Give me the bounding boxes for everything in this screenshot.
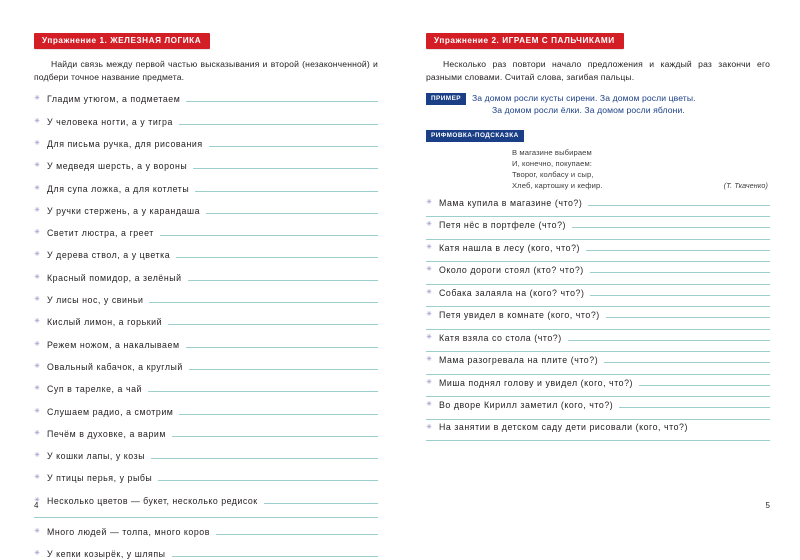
task-text: Петя нёс в портфеле (что?) bbox=[439, 220, 567, 231]
answer-blank[interactable] bbox=[586, 242, 770, 251]
task-text: У кошки лапы, у козы bbox=[47, 451, 146, 462]
answer-blank[interactable] bbox=[209, 138, 378, 147]
task-text: У лисы нос, у свиньи bbox=[47, 295, 144, 306]
asterisk-bullet-icon: ✳ bbox=[34, 452, 40, 460]
answer-continuation-line[interactable] bbox=[426, 440, 770, 441]
task-text: Катя нашла в лесу (кого, что?) bbox=[439, 242, 581, 253]
task-text: Мама разогревала на плите (что?) bbox=[439, 355, 599, 366]
task-text: У птицы перья, у рыбы bbox=[47, 473, 153, 484]
exercise-2-instructions: Несколько раз повтори начало предложения и каждый раз закончи его разными словами. Считай слова, загибая пальцы. bbox=[426, 59, 770, 82]
task-item[interactable] bbox=[34, 183, 378, 195]
right-page bbox=[400, 0, 800, 526]
task-item[interactable] bbox=[34, 116, 378, 128]
asterisk-bullet-icon: ✳ bbox=[34, 296, 40, 304]
task-item[interactable] bbox=[34, 316, 378, 328]
task-item[interactable] bbox=[34, 383, 378, 395]
answer-blank[interactable] bbox=[168, 316, 378, 325]
task-item[interactable] bbox=[34, 472, 378, 484]
task-item[interactable] bbox=[34, 406, 378, 418]
asterisk-bullet-icon: ✳ bbox=[426, 288, 432, 296]
asterisk-bullet-icon: ✳ bbox=[34, 273, 40, 281]
example-block bbox=[426, 92, 770, 117]
answer-blank[interactable] bbox=[606, 309, 770, 318]
answer-continuation-line[interactable] bbox=[426, 396, 770, 397]
asterisk-bullet-icon: ✳ bbox=[426, 401, 432, 409]
asterisk-bullet-icon: ✳ bbox=[426, 356, 432, 364]
task-item[interactable] bbox=[426, 309, 770, 321]
asterisk-bullet-icon: ✳ bbox=[34, 474, 40, 482]
task-text: У человека ногти, а у тигра bbox=[47, 116, 173, 127]
task-text: Около дороги стоял (кто? что?) bbox=[439, 265, 584, 276]
rhyme-tag-wrapper bbox=[426, 124, 770, 142]
task-text: Суп в тарелке, а чай bbox=[47, 384, 142, 395]
asterisk-bullet-icon: ✳ bbox=[426, 266, 432, 274]
answer-blank[interactable] bbox=[568, 332, 770, 341]
rhyme-line: В магазине выбираем bbox=[512, 147, 592, 157]
task-item[interactable] bbox=[426, 219, 770, 231]
example-text bbox=[472, 92, 770, 117]
example-line-2: За домом росли ёлки. За домом росли яблони. bbox=[492, 105, 685, 116]
asterisk-bullet-icon: ✳ bbox=[34, 95, 40, 103]
task-text: Во дворе Кирилл заметил (кого, что?) bbox=[439, 400, 614, 411]
task-text: Катя взяла со стола (что?) bbox=[439, 332, 562, 343]
asterisk-bullet-icon: ✳ bbox=[426, 423, 432, 431]
answer-continuation-line[interactable] bbox=[426, 216, 770, 217]
question-item bbox=[426, 197, 770, 218]
answer-blank[interactable] bbox=[588, 197, 770, 206]
exercise-1-task-list bbox=[34, 93, 378, 560]
answer-blank[interactable] bbox=[158, 472, 378, 481]
task-text: Овальный кабачок, а круглый bbox=[47, 361, 183, 372]
task-item[interactable] bbox=[34, 205, 378, 217]
task-item[interactable] bbox=[426, 287, 770, 299]
asterisk-bullet-icon: ✳ bbox=[426, 333, 432, 341]
task-item[interactable] bbox=[34, 495, 378, 507]
asterisk-bullet-icon: ✳ bbox=[34, 362, 40, 370]
task-item[interactable] bbox=[34, 294, 378, 306]
answer-continuation-line[interactable] bbox=[426, 261, 770, 262]
asterisk-bullet-icon: ✳ bbox=[426, 198, 432, 206]
rhyme-line: И, конечно, покупаем: bbox=[512, 159, 593, 168]
task-item[interactable] bbox=[34, 428, 378, 440]
asterisk-bullet-icon: ✳ bbox=[34, 162, 40, 170]
rhyme-author: (Т. Ткаченко) bbox=[723, 181, 768, 191]
asterisk-bullet-icon: ✳ bbox=[34, 407, 40, 415]
task-text: Печём в духовке, а варим bbox=[47, 428, 166, 439]
page-number-left: 4 bbox=[34, 501, 39, 510]
exercise-1-banner: Упражнение 1. ЖЕЛЕЗНАЯ ЛОГИКА bbox=[34, 33, 210, 49]
task-item[interactable] bbox=[426, 332, 770, 344]
task-text: У медведя шерсть, а у вороны bbox=[47, 161, 188, 172]
task-item[interactable] bbox=[34, 548, 378, 560]
task-text: Много людей — толпа, много коров bbox=[47, 527, 210, 538]
task-item[interactable] bbox=[34, 339, 378, 351]
answer-blank[interactable] bbox=[619, 399, 770, 408]
task-item[interactable] bbox=[426, 399, 770, 411]
asterisk-bullet-icon: ✳ bbox=[34, 496, 40, 504]
answer-blank[interactable] bbox=[188, 272, 378, 281]
answer-continuation-line[interactable] bbox=[426, 419, 770, 420]
asterisk-bullet-icon: ✳ bbox=[426, 221, 432, 229]
answer-blank[interactable] bbox=[160, 227, 378, 236]
question-item bbox=[426, 264, 770, 285]
asterisk-bullet-icon: ✳ bbox=[426, 378, 432, 386]
task-text: Режем ножом, а накалываем bbox=[47, 339, 180, 350]
task-text: У ручки стержень, а у карандаша bbox=[47, 205, 201, 216]
question-item bbox=[426, 219, 770, 240]
page-number-right: 5 bbox=[765, 501, 770, 510]
rhyme-line: Творог, колбасу и сыр, bbox=[512, 170, 594, 180]
task-text: Мама купила в магазине (что?) bbox=[439, 197, 583, 208]
answer-blank[interactable] bbox=[151, 450, 378, 459]
task-item[interactable] bbox=[34, 249, 378, 261]
answer-blank[interactable] bbox=[179, 116, 378, 125]
task-text: На занятии в детском саду дети рисовали (кого, что?) bbox=[439, 421, 688, 432]
answer-blank[interactable] bbox=[172, 548, 378, 557]
asterisk-bullet-icon: ✳ bbox=[34, 385, 40, 393]
answer-continuation-line[interactable] bbox=[426, 306, 770, 307]
answer-continuation-line[interactable] bbox=[426, 374, 770, 375]
asterisk-bullet-icon: ✳ bbox=[34, 117, 40, 125]
task-text: Для супа ложка, а для котлеты bbox=[47, 183, 190, 194]
question-item bbox=[426, 399, 770, 420]
answer-blank[interactable] bbox=[179, 406, 378, 415]
answer-blank[interactable] bbox=[193, 160, 378, 169]
answer-blank[interactable] bbox=[186, 339, 378, 348]
answer-blank[interactable] bbox=[264, 495, 378, 504]
answer-blank[interactable] bbox=[189, 361, 378, 370]
question-item bbox=[426, 287, 770, 308]
answer-blank[interactable] bbox=[149, 294, 378, 303]
task-item[interactable] bbox=[34, 138, 378, 150]
task-item[interactable] bbox=[426, 197, 770, 209]
task-text: Петя увидел в комнате (кого, что?) bbox=[439, 310, 600, 321]
task-text: Гладим утюгом, а подметаем bbox=[47, 94, 181, 105]
exercise-2-task-list bbox=[426, 197, 770, 442]
task-item[interactable] bbox=[426, 422, 770, 433]
asterisk-bullet-icon: ✳ bbox=[34, 318, 40, 326]
asterisk-bullet-icon: ✳ bbox=[34, 528, 40, 536]
task-item[interactable] bbox=[34, 227, 378, 239]
task-text: Кислый лимон, а горький bbox=[47, 317, 163, 328]
task-item[interactable] bbox=[426, 264, 770, 276]
answer-blank[interactable] bbox=[590, 264, 770, 273]
question-item bbox=[426, 309, 770, 330]
answer-continuation-line[interactable] bbox=[426, 351, 770, 352]
task-text: У кепки козырёк, у шляпы bbox=[47, 549, 166, 560]
exercise-1-instructions: Найди связь между первой частью высказывания и второй (незаконченной) и подбери точное название предмета. bbox=[34, 59, 378, 82]
question-item bbox=[426, 377, 770, 398]
asterisk-bullet-icon: ✳ bbox=[34, 206, 40, 214]
task-text: Слушаем радио, а смотрим bbox=[47, 406, 174, 417]
answer-blank[interactable] bbox=[148, 383, 378, 392]
task-text: Собака залаяла на (кого? что?) bbox=[439, 287, 585, 298]
exercise-2-banner: Упражнение 2. ИГРАЕМ С ПАЛЬЧИКАМИ bbox=[426, 33, 624, 49]
answer-continuation-line[interactable] bbox=[426, 329, 770, 330]
asterisk-bullet-icon: ✳ bbox=[426, 243, 432, 251]
task-text: У дерева ствол, а у цветка bbox=[47, 250, 171, 261]
asterisk-bullet-icon: ✳ bbox=[426, 311, 432, 319]
task-item[interactable] bbox=[34, 272, 378, 284]
answer-continuation-line[interactable] bbox=[426, 239, 770, 240]
rhyme-hint-badge: РИФМОВКА-ПОДСКАЗКА bbox=[426, 130, 524, 142]
question-item bbox=[426, 242, 770, 263]
task-item[interactable] bbox=[34, 526, 378, 538]
answer-blank[interactable] bbox=[172, 428, 378, 437]
task-item[interactable] bbox=[34, 361, 378, 373]
task-text: Светит люстра, а греет bbox=[47, 228, 154, 239]
answer-blank[interactable] bbox=[206, 205, 378, 214]
question-item bbox=[426, 332, 770, 353]
answer-blank[interactable] bbox=[176, 249, 378, 258]
answer-blank[interactable] bbox=[195, 183, 378, 192]
task-item[interactable] bbox=[426, 377, 770, 389]
asterisk-bullet-icon: ✳ bbox=[34, 251, 40, 259]
task-text: Несколько цветов — букет, несколько редисок bbox=[47, 495, 258, 506]
task-text: Миша поднял голову и увидел (кого, что?) bbox=[439, 377, 634, 388]
asterisk-bullet-icon: ✳ bbox=[34, 184, 40, 192]
rhyme-hint-text bbox=[426, 147, 770, 192]
answer-blank[interactable] bbox=[639, 377, 770, 386]
task-item[interactable] bbox=[426, 242, 770, 254]
rhyme-line: Хлеб, картошку и кефир. bbox=[512, 181, 603, 191]
example-tag-badge: ПРИМЕР bbox=[426, 93, 466, 105]
asterisk-bullet-icon: ✳ bbox=[34, 340, 40, 348]
task-text: Красный помидор, а зелёный bbox=[47, 272, 182, 283]
task-item[interactable] bbox=[34, 160, 378, 172]
task-item[interactable] bbox=[34, 93, 378, 105]
answer-continuation-line[interactable] bbox=[34, 517, 378, 518]
asterisk-bullet-icon: ✳ bbox=[34, 229, 40, 237]
task-item[interactable] bbox=[426, 354, 770, 366]
task-item[interactable] bbox=[34, 450, 378, 462]
question-item bbox=[426, 422, 770, 442]
task-text: Для письма ручка, для рисования bbox=[47, 138, 203, 149]
answer-blank[interactable] bbox=[572, 219, 770, 228]
asterisk-bullet-icon: ✳ bbox=[34, 429, 40, 437]
asterisk-bullet-icon: ✳ bbox=[34, 139, 40, 147]
example-line-1: За домом росли кусты сирени. За домом росли цветы. bbox=[472, 92, 696, 103]
answer-continuation-line[interactable] bbox=[426, 284, 770, 285]
answer-blank[interactable] bbox=[604, 354, 770, 363]
answer-blank[interactable] bbox=[216, 526, 378, 535]
question-item bbox=[426, 354, 770, 375]
answer-blank[interactable] bbox=[590, 287, 770, 296]
asterisk-bullet-icon: ✳ bbox=[34, 550, 40, 558]
answer-blank[interactable] bbox=[186, 93, 378, 102]
